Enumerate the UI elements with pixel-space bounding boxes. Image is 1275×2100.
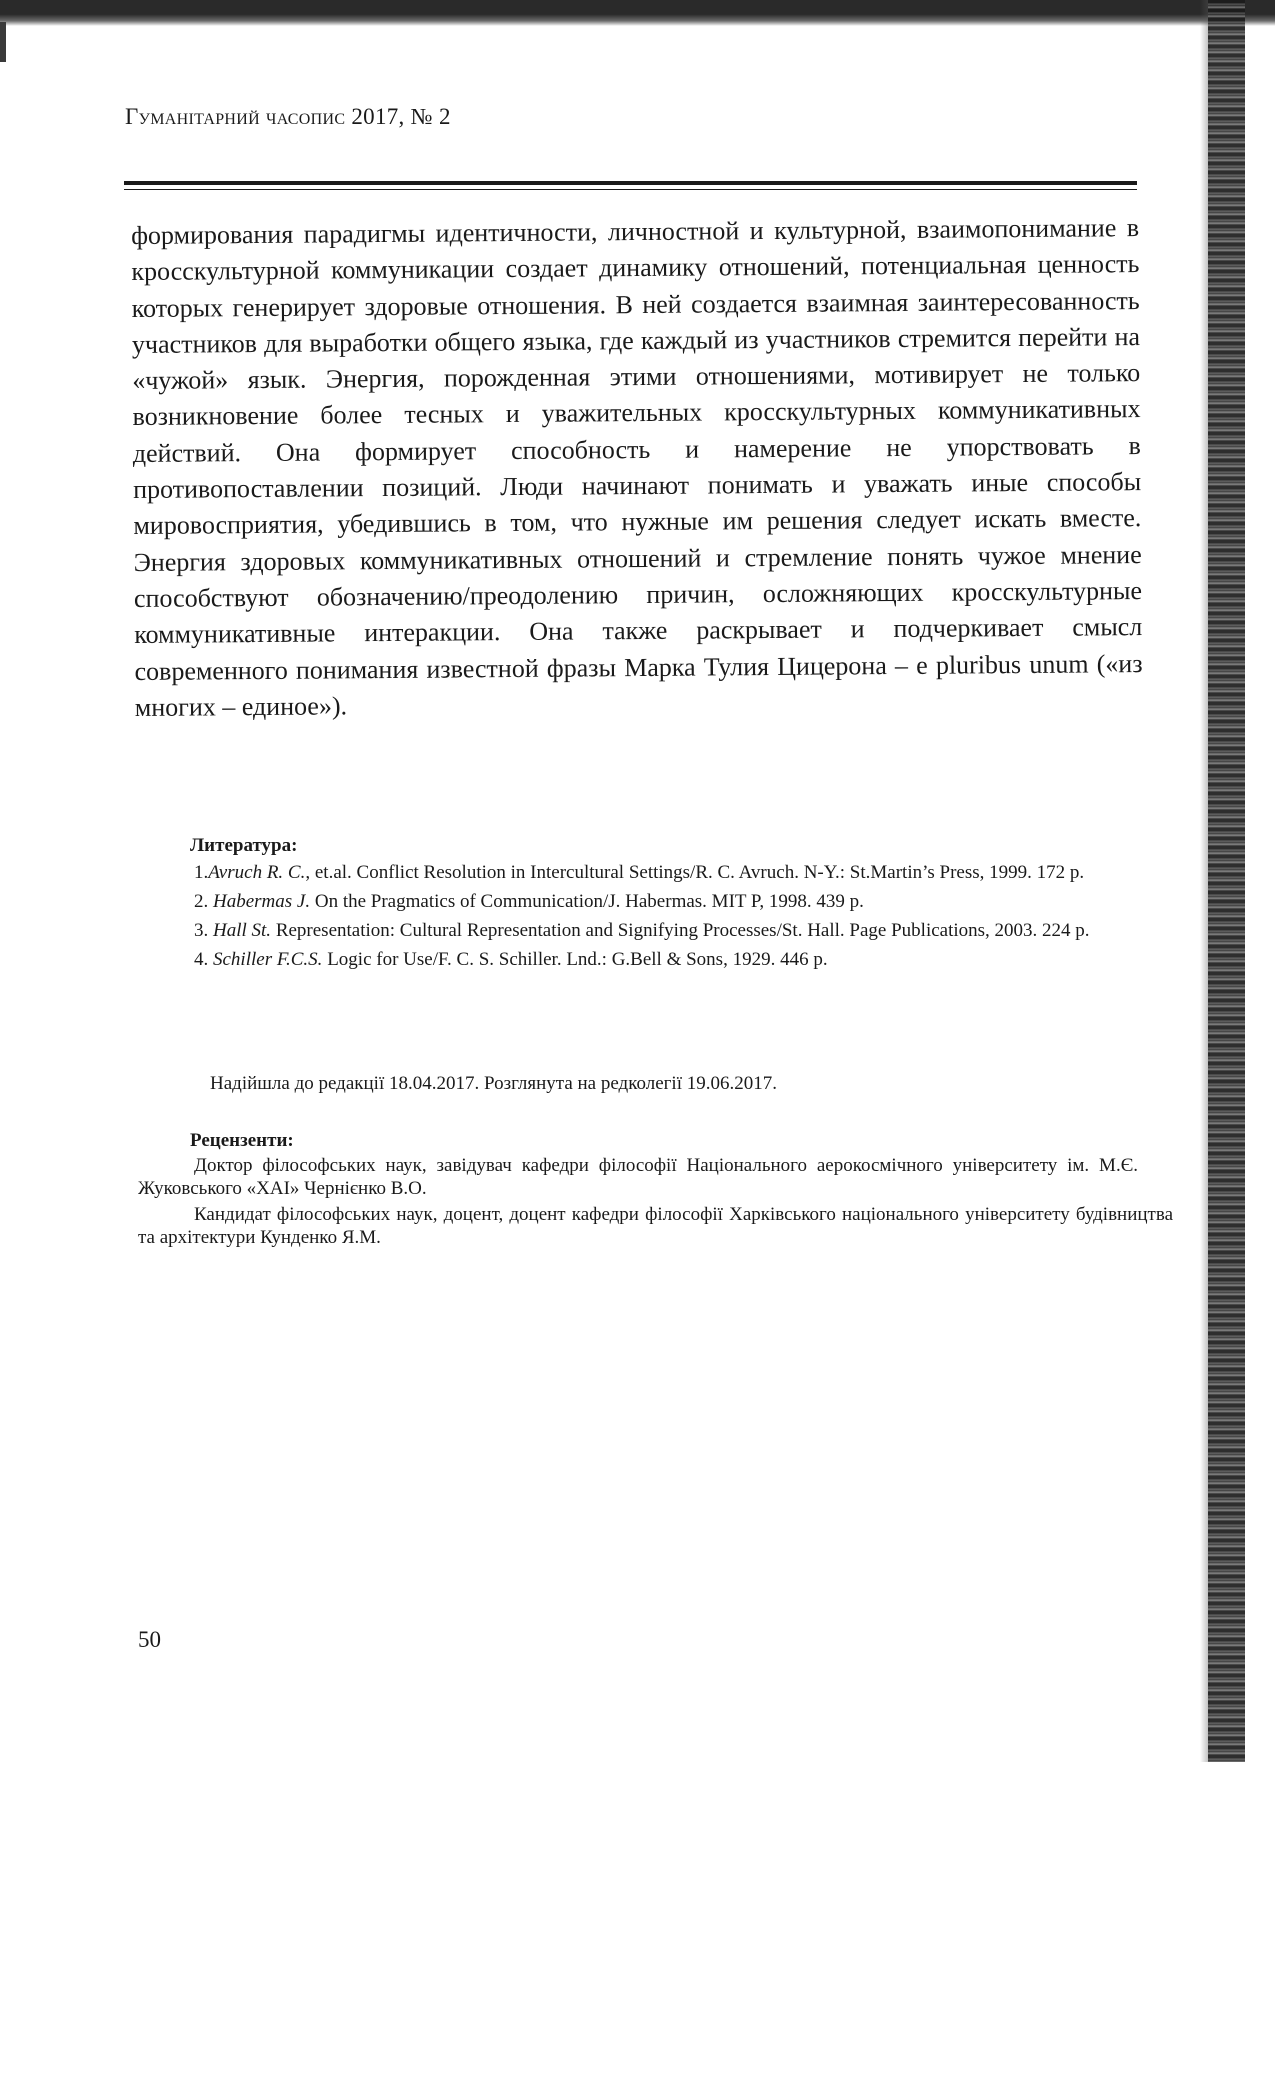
reference-author: Hall St.: [213, 920, 272, 941]
reference-author: Avruch R. C.: [208, 862, 306, 883]
references-list: [138, 858, 1138, 974]
header-rule-thin: [124, 189, 1137, 190]
reference-details: Logic for Use/F. C. S. Schiller. Lnd.: G.Bell & Sons, 1929. 446 p.: [322, 949, 828, 970]
body-paragraph: формирования парадигмы идентичности, личностной и культурной, взаимопонимание в кросскультурной коммуникации создает динамику отношений, потенциальная ценность которых генерирует здоровые отношения. В ней создается взаимная заинтересованность участников для выработки общего языка, где каждый из участников стремится перейти на «чужой» язык. Энергия, порожденная этими отношениями, мотивирует не только возникновение более тесных и уважительных кросскультурных коммуникативных действий. Она формирует способность и намерение не упорствовать в противопоставлении позиций. Люди начинают понимать и уважать иные способы мировосприятия, убедившись в том, что нужные им решения следует искать вместе. Энергия здоровых коммуникативных отношений и стремление понять чужое мнение способствуют обозначению/преодолению причин, осложняющих кросскультурные коммуникативные интеракции. Она также раскрывает и подчеркивает смысл современного понимания известной фразы Марка Тулия Цицерона – e pluribus unum («из многих – единое»).: [131, 213, 1143, 722]
reviewers-list: [138, 1154, 1173, 1252]
reviewers-heading: Рецензенти:: [190, 1130, 294, 1151]
scan-artifact-top-edge: [0, 0, 1275, 26]
reviewer-item: Кандидат філософських наук, доцент, доцент кафедри філософії Харківського національного університету будівництва та архітектури Кунденко Я.М.: [138, 1204, 1173, 1248]
reference-details: On the Pragmatics of Communication/J. Habermas. MIT P, 1998. 439 p.: [310, 891, 864, 912]
running-head: Гуманітарний часопис 2017, № 2: [125, 104, 451, 129]
reviewer-item: Доктор філософських наук, завідувач кафедри філософії Національного аерокосмічного університету ім. М.Є. Жуковського «ХАІ» Чернієнко В.О.: [138, 1155, 1138, 1199]
received-note: Надійшла до редакції 18.04.2017. Розглянута на редколегії 19.06.2017.: [210, 1073, 777, 1094]
reference-number: 4.: [194, 949, 209, 970]
reference-author: Schiller F.C.S.: [213, 949, 323, 970]
reference-item: [138, 945, 1138, 974]
reference-item: [138, 858, 1138, 887]
page-number: 50: [138, 1627, 161, 1652]
reference-details: Representation: Cultural Representation and Signifying Processes/St. Hall. Page Publications, 2003. 224 p.: [271, 920, 1090, 941]
reference-details: , et.al. Conflict Resolution in Intercultural Settings/R. C. Avruch. N-Y.: St.Martin’s Press, 1999. 172 p.: [305, 862, 1085, 883]
reference-author: Habermas J.: [213, 891, 311, 912]
scan-artifact-left-mark: [0, 22, 6, 62]
reference-item: [138, 887, 1138, 916]
header-rule-thick: [124, 181, 1137, 185]
reference-number: 3.: [194, 920, 209, 941]
reference-item: [138, 916, 1138, 945]
reference-number: 2.: [194, 891, 209, 912]
reference-number: 1.: [194, 862, 209, 883]
scan-artifact-right-edge: [1208, 0, 1245, 1762]
references-heading: Литература:: [190, 835, 298, 856]
